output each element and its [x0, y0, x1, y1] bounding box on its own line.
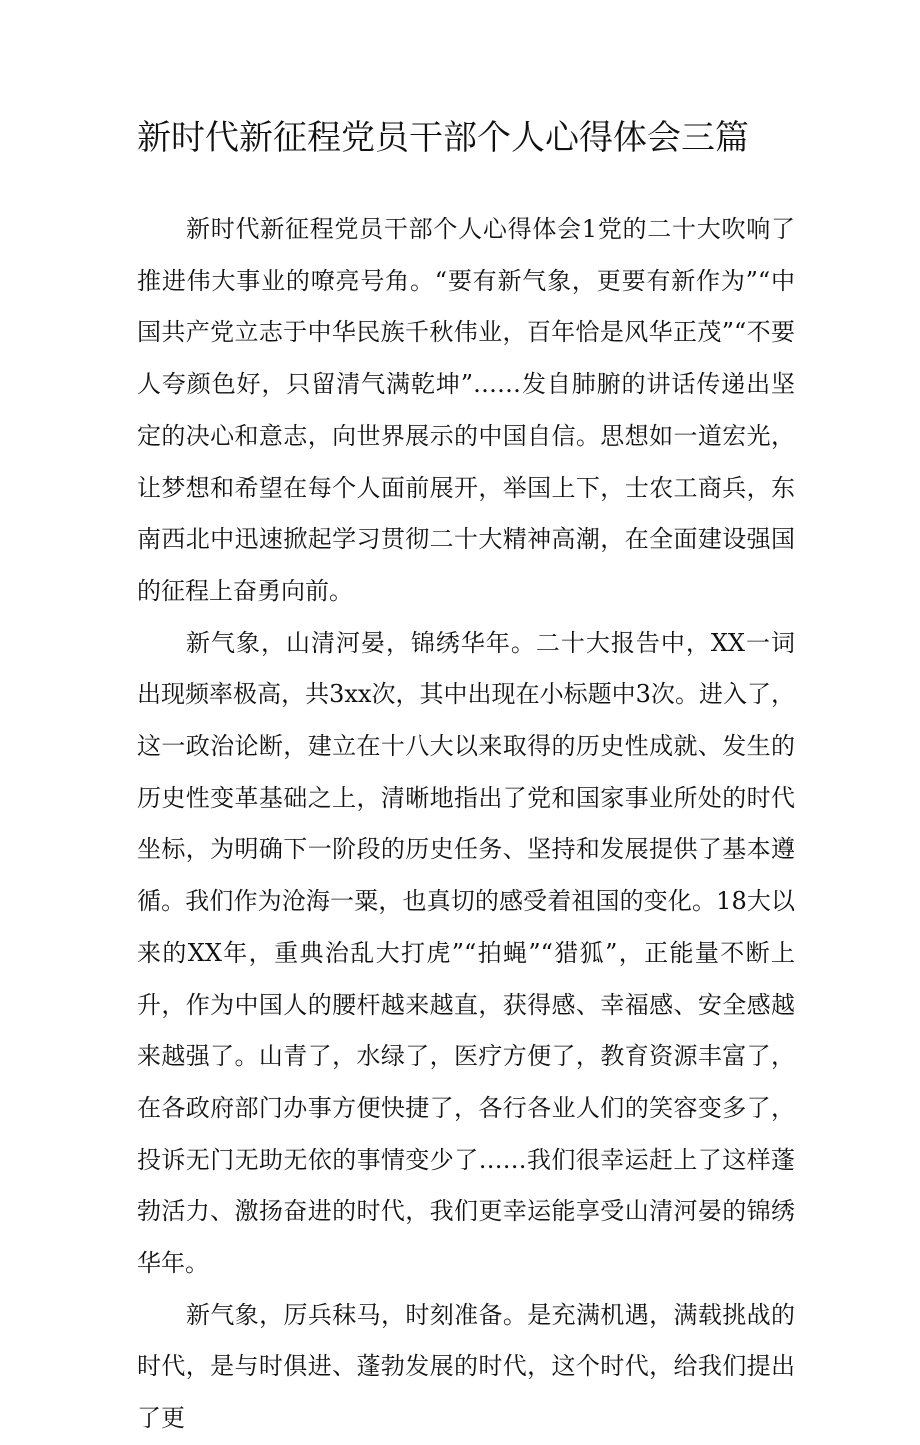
- body-paragraph: 新气象，山清河晏，锦绣华年。二十大报告中，XX一词出现频率极高，共3xx次，其中出现在小标题中3次。进入了，这一政治论断，建立在十八大以来取得的历史性成就、发生的历史性变革基础之上，清晰地指出了党和国家事业所处的时代坐标，为明确下一阶段的历史任务、坚持和发展提供了基本遵循。我们作为沧海一粟，也真切的感受着祖国的变化。18大以来的XX年，重典治乱大打虎”“拍蝇”“猎狐”，正能量不断上升，作为中国人的腰杆越来越直，获得感、幸福感、安全感越来越强了。山青了，水绿了，医疗方便了，教育资源丰富了，在各政府部门办事方便快捷了，各行各业人们的笑容变多了，投诉无门无助无依的事情变少了……我们很幸运赶上了这样蓬勃活力、激扬奋进的时代，我们更幸运能享受山清河晏的锦绣华年。: [137, 628, 795, 1278]
- body-paragraph: 新时代新征程党员干部个人心得体会1党的二十大吹响了推进伟大事业的嘹亮号角。“要有新气象，更要有新作为”“中国共产党立志于中华民族千秋伟业，百年恰是风华正茂”“不要人夸颜色好，只留清气满乾坤”……发自肺腑的讲话传递出坚定的决心和意志，向世界展示的中国自信。思想如一道宏光，让梦想和希望在每个人面前展开，举国上下，士农工商兵，东南西北中迅速掀起学习贯彻二十大精神高潮，在全面建设强国的征程上奋勇向前。: [137, 215, 795, 605]
- document-body: [137, 204, 795, 1445]
- body-paragraph: 新气象，厉兵秣马，时刻准备。是充满机遇，满载挑战的时代，是与时俱进、蓬勃发展的时代，这个时代，给我们提出了更: [137, 1300, 795, 1433]
- document-title: 新时代新征程党员干部个人心得体会三篇: [137, 118, 749, 158]
